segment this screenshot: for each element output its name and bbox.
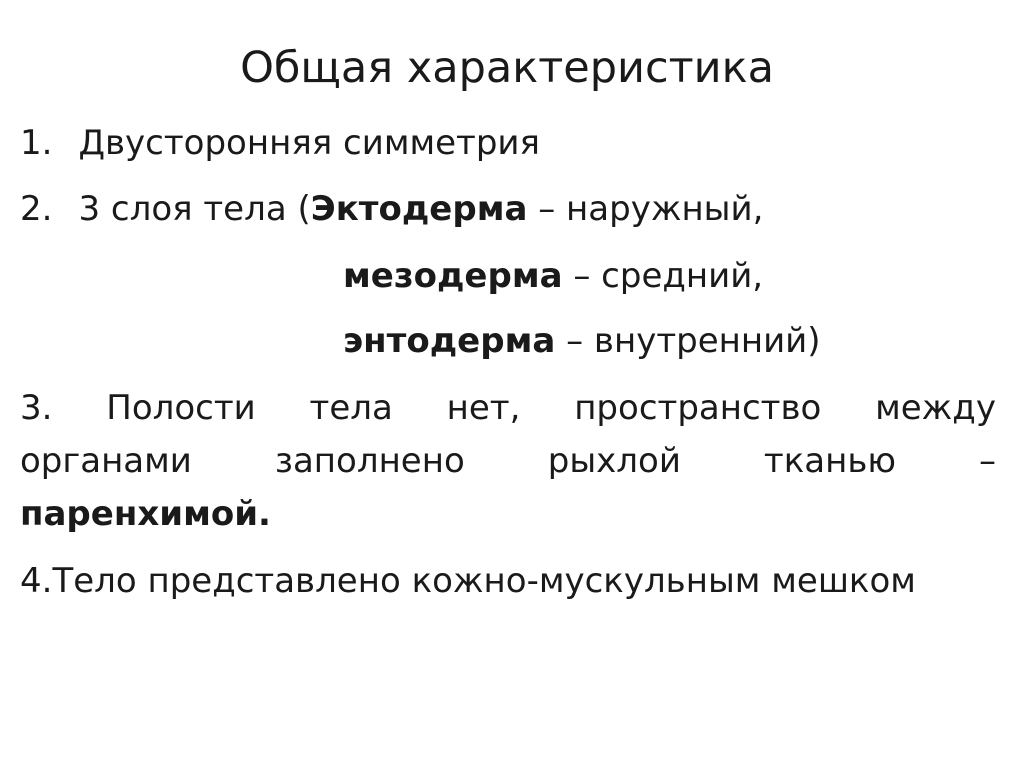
list-item-4 xyxy=(20,558,916,604)
list-item-3-word: – xyxy=(978,441,996,481)
list-item-3-word: органами xyxy=(20,441,192,481)
list-item-3-word: нет, xyxy=(446,388,521,428)
list-item-3-line-3 xyxy=(20,491,271,537)
list-item-3-word: Полости xyxy=(106,388,256,428)
list-item-1-number: 1. xyxy=(20,123,53,163)
list-item-2 xyxy=(20,186,763,232)
endoderm-term: энтодерма xyxy=(343,321,556,361)
list-item-3-line-1 xyxy=(20,385,996,431)
list-item-3-word: заполнено xyxy=(274,441,465,481)
list-item-2-mesoderm xyxy=(343,253,763,299)
list-item-3-word: тела xyxy=(309,388,393,428)
list-item-4-text: 4.Тело представлено кожно-мускульным мешком xyxy=(20,561,916,601)
list-item-3-word: пространство xyxy=(574,388,822,428)
list-item-2-intro: 3 слоя тела ( xyxy=(78,189,311,229)
list-item-3-line-2 xyxy=(20,438,996,484)
list-item-3-word: тканью xyxy=(763,441,896,481)
list-item-2-number: 2. xyxy=(20,189,53,229)
ectoderm-term: Эктодерма xyxy=(310,189,528,229)
list-item-3-word: рыхлой xyxy=(547,441,681,481)
slide-title: Общая характеристика xyxy=(240,43,774,93)
ectoderm-desc: – наружный, xyxy=(527,189,764,229)
list-item-3-word: 3. xyxy=(20,388,53,428)
list-item-2-endoderm xyxy=(343,318,821,364)
list-item-1 xyxy=(20,120,540,166)
mesoderm-term: мезодерма xyxy=(343,256,563,296)
mesoderm-desc: – средний, xyxy=(562,256,764,296)
parenchyma-term: паренхимой. xyxy=(20,494,271,534)
endoderm-desc: – внутренний) xyxy=(555,321,821,361)
list-item-3-word: между xyxy=(875,388,996,428)
list-item-1-text: Двусторонняя симметрия xyxy=(78,123,540,163)
